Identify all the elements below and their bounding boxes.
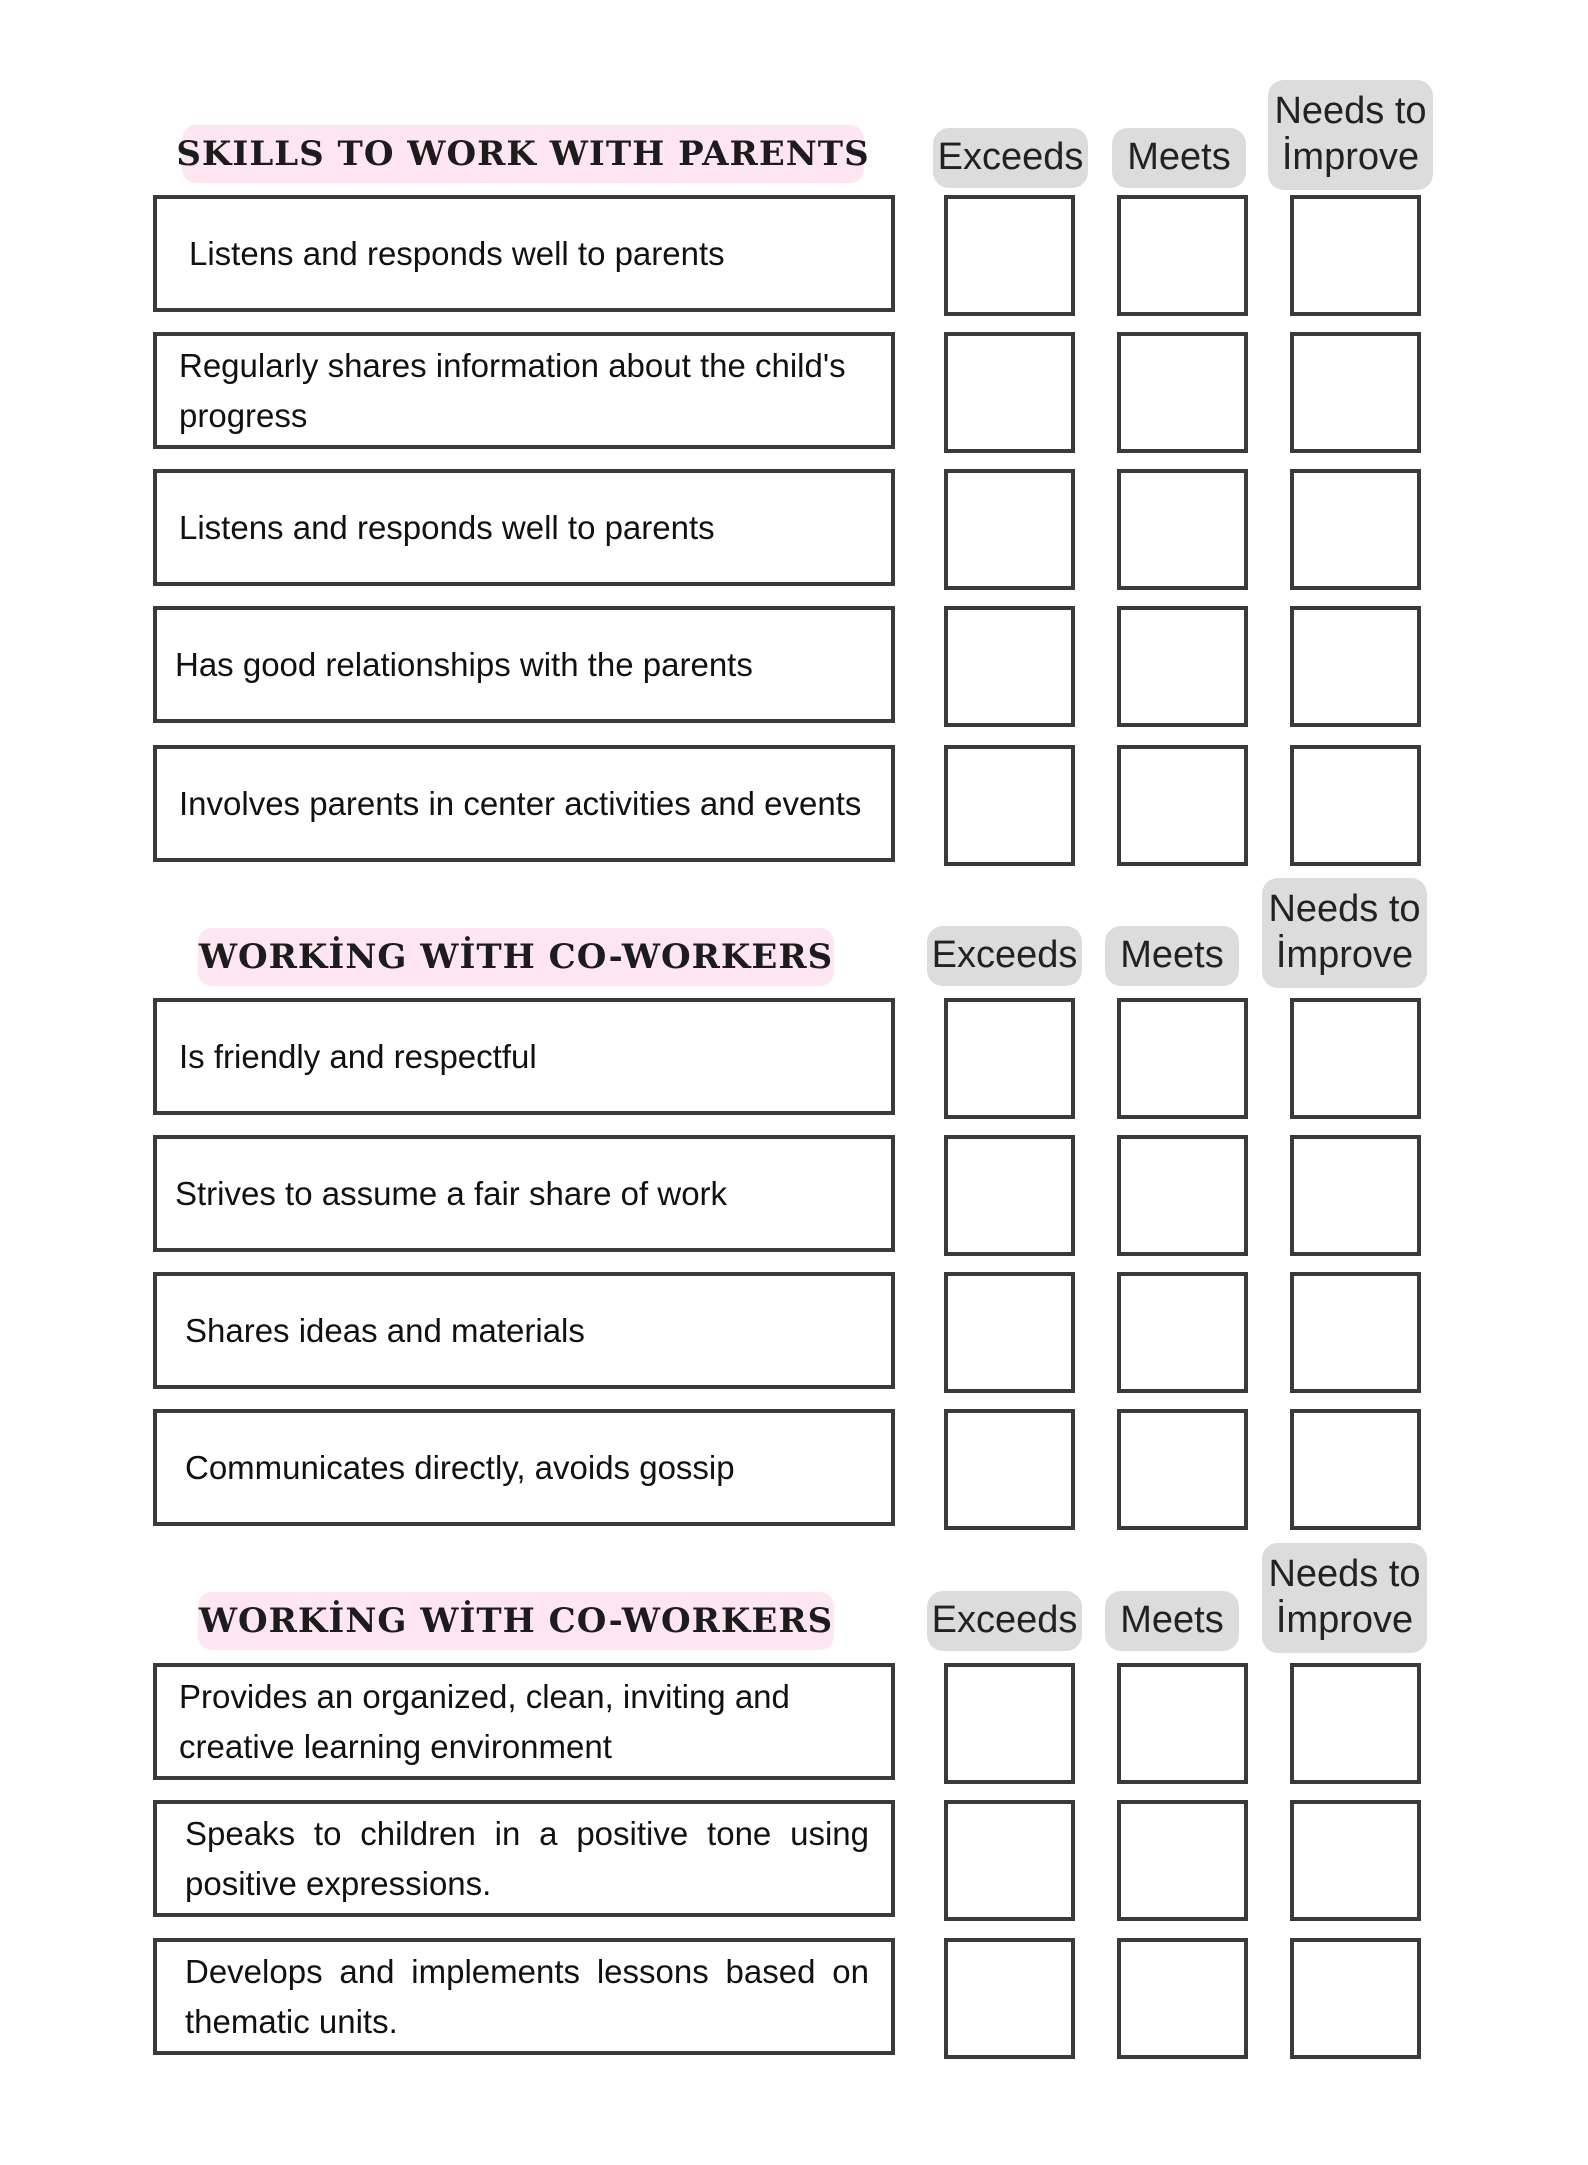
item-label: Is friendly and respectful <box>153 998 895 1115</box>
checkbox-meets[interactable] <box>1117 332 1248 453</box>
item-label: Involves parents in center activities and events <box>153 745 895 862</box>
checkbox-needs-to-improve[interactable] <box>1290 332 1421 453</box>
checkbox-exceeds[interactable] <box>944 1135 1075 1256</box>
checkbox-meets[interactable] <box>1117 469 1248 590</box>
checkbox-meets[interactable] <box>1117 195 1248 316</box>
column-header-meets: Meets <box>1105 1591 1239 1651</box>
item-label: Listens and responds well to parents <box>153 195 895 312</box>
checkbox-needs-to-improve[interactable] <box>1290 606 1421 727</box>
column-header-meets: Meets <box>1112 128 1246 188</box>
item-label: Develops and implements lessons based on thematic units. <box>153 1938 895 2055</box>
section-title: WORKİNG WİTH CO-WORKERS <box>198 1592 834 1650</box>
checkbox-needs-to-improve[interactable] <box>1290 745 1421 866</box>
checkbox-meets[interactable] <box>1117 1135 1248 1256</box>
checkbox-needs-to-improve[interactable] <box>1290 1135 1421 1256</box>
section-title: WORKİNG WİTH CO-WORKERS <box>198 928 834 986</box>
checkbox-needs-to-improve[interactable] <box>1290 195 1421 316</box>
item-label: Strives to assume a fair share of work <box>153 1135 895 1252</box>
column-header-meets: Meets <box>1105 926 1239 986</box>
checkbox-needs-to-improve[interactable] <box>1290 1938 1421 2059</box>
item-label: Communicates directly, avoids gossip <box>153 1409 895 1526</box>
checkbox-exceeds[interactable] <box>944 332 1075 453</box>
checkbox-needs-to-improve[interactable] <box>1290 998 1421 1119</box>
column-header-exceeds: Exceeds <box>933 128 1088 188</box>
checkbox-exceeds[interactable] <box>944 1272 1075 1393</box>
checkbox-needs-to-improve[interactable] <box>1290 1272 1421 1393</box>
checkbox-exceeds[interactable] <box>944 469 1075 590</box>
checkbox-exceeds[interactable] <box>944 1800 1075 1921</box>
checkbox-meets[interactable] <box>1117 1409 1248 1530</box>
checkbox-meets[interactable] <box>1117 998 1248 1119</box>
section-title: SKILLS TO WORK WITH PARENTS <box>182 125 864 183</box>
item-label: Shares ideas and materials <box>153 1272 895 1389</box>
checkbox-exceeds[interactable] <box>944 1938 1075 2059</box>
checkbox-needs-to-improve[interactable] <box>1290 1663 1421 1784</box>
checkbox-meets[interactable] <box>1117 1663 1248 1784</box>
checkbox-exceeds[interactable] <box>944 1663 1075 1784</box>
item-label: Speaks to children in a positive tone using positive expressions. <box>153 1800 895 1917</box>
checkbox-exceeds[interactable] <box>944 745 1075 866</box>
item-label: Provides an organized, clean, inviting and creative learning environment <box>153 1663 895 1780</box>
checkbox-meets[interactable] <box>1117 1800 1248 1921</box>
checkbox-exceeds[interactable] <box>944 606 1075 727</box>
checkbox-needs-to-improve[interactable] <box>1290 1800 1421 1921</box>
checkbox-meets[interactable] <box>1117 1272 1248 1393</box>
checkbox-meets[interactable] <box>1117 745 1248 866</box>
checkbox-exceeds[interactable] <box>944 195 1075 316</box>
item-label: Has good relationships with the parents <box>153 606 895 723</box>
checkbox-needs-to-improve[interactable] <box>1290 469 1421 590</box>
column-header-exceeds: Exceeds <box>927 926 1082 986</box>
column-header-needs-to-improve: Needs to İmprove <box>1262 878 1427 988</box>
checkbox-meets[interactable] <box>1117 1938 1248 2059</box>
checkbox-exceeds[interactable] <box>944 1409 1075 1530</box>
checkbox-exceeds[interactable] <box>944 998 1075 1119</box>
item-label: Listens and responds well to parents <box>153 469 895 586</box>
checkbox-needs-to-improve[interactable] <box>1290 1409 1421 1530</box>
column-header-exceeds: Exceeds <box>927 1591 1082 1651</box>
checkbox-meets[interactable] <box>1117 606 1248 727</box>
column-header-needs-to-improve: Needs to İmprove <box>1262 1543 1427 1653</box>
item-label: Regularly shares information about the child's progress <box>153 332 895 449</box>
column-header-needs-to-improve: Needs to İmprove <box>1268 80 1433 190</box>
